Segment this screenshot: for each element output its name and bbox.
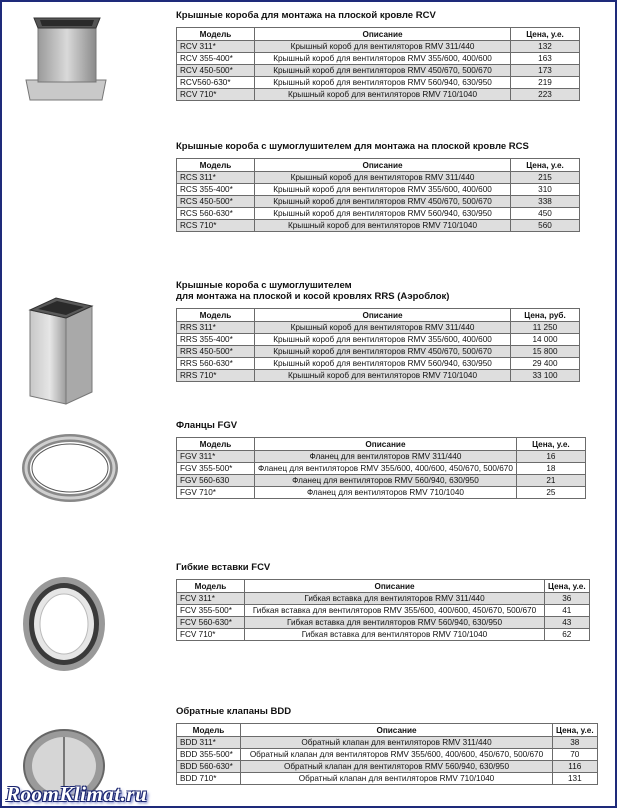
model-cell: RCV 355-400* (177, 53, 255, 65)
description-cell: Гибкая вставка для вентиляторов RMV 710/1040 (245, 629, 545, 641)
col-header-description: Описание (255, 438, 517, 451)
model-cell: FGV 355-500* (177, 463, 255, 475)
col-header-model: Модель (177, 309, 255, 322)
col-header-price: Цена, у.е. (516, 438, 585, 451)
price-cell: 16 (516, 451, 585, 463)
price-cell: 70 (553, 749, 598, 761)
watermark-logo: RoomKlimat.ru (6, 782, 148, 806)
description-cell: Крышный короб для вентиляторов RMV 355/600, 400/600 (255, 334, 511, 346)
model-cell: RCS 710* (177, 220, 255, 232)
fgv-flange-image (20, 432, 120, 504)
table-row (177, 89, 580, 101)
table-row (177, 605, 590, 617)
table-row (177, 475, 586, 487)
description-cell: Обратный клапан для вентиляторов RMV 311/440 (241, 737, 553, 749)
model-cell: RRS 450-500* (177, 346, 255, 358)
model-cell: FGV 311* (177, 451, 255, 463)
section-title: Крышные короба для монтажа на плоской кровле RCV (176, 10, 436, 21)
description-cell: Крышный короб для вентиляторов RMV 311/440 (255, 172, 511, 184)
table-row (177, 208, 580, 220)
description-cell: Гибкая вставка для вентиляторов RMV 311/440 (245, 593, 545, 605)
description-cell: Гибкая вставка для вентиляторов RMV 355/600, 400/600, 450/670, 500/670 (245, 605, 545, 617)
model-cell: RCV 710* (177, 89, 255, 101)
section-fcv (176, 562, 590, 641)
model-cell: RCV560-630* (177, 77, 255, 89)
price-cell: 173 (511, 65, 580, 77)
price-cell: 450 (511, 208, 580, 220)
fcv-flexible-connector-image (22, 576, 106, 672)
table-row (177, 629, 590, 641)
price-cell: 14 000 (511, 334, 580, 346)
table-row (177, 617, 590, 629)
price-cell: 11 250 (511, 322, 580, 334)
model-cell: RCS 450-500* (177, 196, 255, 208)
price-cell: 163 (511, 53, 580, 65)
price-cell: 18 (516, 463, 585, 475)
model-cell: BDD 355-500* (177, 749, 241, 761)
description-cell: Обратный клапан для вентиляторов RMV 355/600, 400/600, 450/670, 500/670 (241, 749, 553, 761)
model-cell: FCV 710* (177, 629, 245, 641)
model-cell: FGV 710* (177, 487, 255, 499)
model-cell: RCV 450-500* (177, 65, 255, 77)
model-cell: BDD 560-630* (177, 761, 241, 773)
price-table-bdd (176, 723, 598, 785)
table-row (177, 41, 580, 53)
col-header-price: Цена, у.е. (511, 159, 580, 172)
table-row (177, 220, 580, 232)
table-row (177, 53, 580, 65)
rrs-roof-curb-image (26, 296, 96, 408)
model-cell: FCV 355-500* (177, 605, 245, 617)
model-cell: RCS 311* (177, 172, 255, 184)
price-cell: 116 (553, 761, 598, 773)
price-cell: 25 (516, 487, 585, 499)
table-row (177, 334, 580, 346)
col-header-model: Модель (177, 438, 255, 451)
section-title: Обратные клапаны BDD (176, 706, 292, 717)
price-cell: 131 (553, 773, 598, 785)
rcv-roof-curb-image (24, 14, 108, 102)
price-cell: 560 (511, 220, 580, 232)
col-header-price: Цена, у.е. (553, 724, 598, 737)
table-row (177, 196, 580, 208)
price-cell: 29 400 (511, 358, 580, 370)
price-cell: 223 (511, 89, 580, 101)
model-cell: FCV 311* (177, 593, 245, 605)
description-cell: Крышный короб для вентиляторов RMV 450/670, 500/670 (255, 196, 511, 208)
col-header-model: Модель (177, 580, 245, 593)
section-title: Фланцы FGV (176, 420, 238, 431)
price-cell: 338 (511, 196, 580, 208)
description-cell: Крышный короб для вентиляторов RMV 355/600, 400/600 (255, 53, 511, 65)
section-title-line2: для монтажа на плоской и косой кровлях RRS (Аэроблок) (176, 291, 450, 302)
description-cell: Обратный клапан для вентиляторов RMV 560/940, 630/950 (241, 761, 553, 773)
table-row (177, 773, 598, 785)
col-header-price: Цена, руб. (511, 309, 580, 322)
model-cell: RRS 311* (177, 322, 255, 334)
table-row (177, 761, 598, 773)
col-header-model: Модель (177, 159, 255, 172)
col-header-model: Модель (177, 724, 241, 737)
price-cell: 132 (511, 41, 580, 53)
model-cell: RRS 355-400* (177, 334, 255, 346)
table-row (177, 346, 580, 358)
section-bdd (176, 706, 598, 785)
description-cell: Крышный короб для вентиляторов RMV 450/670, 500/670 (255, 346, 511, 358)
table-row (177, 370, 580, 382)
table-row (177, 487, 586, 499)
description-cell: Фланец для вентиляторов RMV 710/1040 (255, 487, 517, 499)
col-header-description: Описание (241, 724, 553, 737)
description-cell: Крышный короб для вентиляторов RMV 710/1040 (255, 220, 511, 232)
table-row (177, 593, 590, 605)
price-cell: 43 (545, 617, 590, 629)
price-table-rcv (176, 27, 580, 101)
description-cell: Крышный короб для вентиляторов RMV 311/440 (255, 322, 511, 334)
price-cell: 36 (545, 593, 590, 605)
model-cell: RCV 311* (177, 41, 255, 53)
description-cell: Крышный короб для вентиляторов RMV 450/670, 500/670 (255, 65, 511, 77)
description-cell: Фланец для вентиляторов RMV 560/940, 630/950 (255, 475, 517, 487)
price-cell: 41 (545, 605, 590, 617)
table-row (177, 184, 580, 196)
table-row (177, 463, 586, 475)
price-cell: 21 (516, 475, 585, 487)
col-header-description: Описание (255, 28, 511, 41)
col-header-model: Модель (177, 28, 255, 41)
description-cell: Крышный короб для вентиляторов RMV 560/940, 630/950 (255, 77, 511, 89)
model-cell: RCS 560-630* (177, 208, 255, 220)
section-title: Крышные короба с шумоглушителем для монтажа на плоской кровле RCS (176, 141, 529, 152)
price-cell: 33 100 (511, 370, 580, 382)
description-cell: Крышный короб для вентиляторов RMV 710/1040 (255, 370, 511, 382)
table-row (177, 451, 586, 463)
section-title-line1: Крышные короба с шумоглушителем (176, 280, 352, 291)
section-rcv (176, 10, 580, 101)
table-row (177, 77, 580, 89)
table-row (177, 737, 598, 749)
table-row (177, 749, 598, 761)
description-cell: Крышный короб для вентиляторов RMV 560/940, 630/950 (255, 208, 511, 220)
price-cell: 310 (511, 184, 580, 196)
description-cell: Крышный короб для вентиляторов RMV 560/940, 630/950 (255, 358, 511, 370)
price-cell: 219 (511, 77, 580, 89)
price-table-rcs (176, 158, 580, 232)
description-cell: Гибкая вставка для вентиляторов RMV 560/940, 630/950 (245, 617, 545, 629)
model-cell: RRS 560-630* (177, 358, 255, 370)
price-cell: 215 (511, 172, 580, 184)
price-cell: 62 (545, 629, 590, 641)
description-cell: Крышный короб для вентиляторов RMV 710/1040 (255, 89, 511, 101)
col-header-description: Описание (255, 309, 511, 322)
price-table-rrs (176, 308, 580, 382)
col-header-description: Описание (255, 159, 511, 172)
section-title: Гибкие вставки FCV (176, 562, 271, 573)
section-fgv (176, 420, 586, 499)
section-rrs (176, 280, 580, 382)
price-cell: 38 (553, 737, 598, 749)
price-table-fgv (176, 437, 586, 499)
section-rcs (176, 141, 580, 232)
model-cell: FCV 560-630* (177, 617, 245, 629)
description-cell: Крышный короб для вентиляторов RMV 311/440 (255, 41, 511, 53)
model-cell: RRS 710* (177, 370, 255, 382)
description-cell: Фланец для вентиляторов RMV 355/600, 400/600, 450/670, 500/670 (255, 463, 517, 475)
model-cell: FGV 560-630 (177, 475, 255, 487)
model-cell: RCS 355-400* (177, 184, 255, 196)
col-header-description: Описание (245, 580, 545, 593)
description-cell: Крышный короб для вентиляторов RMV 355/600, 400/600 (255, 184, 511, 196)
table-row (177, 172, 580, 184)
price-table-fcv (176, 579, 590, 641)
description-cell: Фланец для вентиляторов RMV 311/440 (255, 451, 517, 463)
table-row (177, 358, 580, 370)
table-row (177, 65, 580, 77)
price-cell: 15 800 (511, 346, 580, 358)
col-header-price: Цена, у.е. (511, 28, 580, 41)
model-cell: BDD 311* (177, 737, 241, 749)
model-cell: BDD 710* (177, 773, 241, 785)
description-cell: Обратный клапан для вентиляторов RMV 710/1040 (241, 773, 553, 785)
col-header-price: Цена, у.е. (545, 580, 590, 593)
table-row (177, 322, 580, 334)
